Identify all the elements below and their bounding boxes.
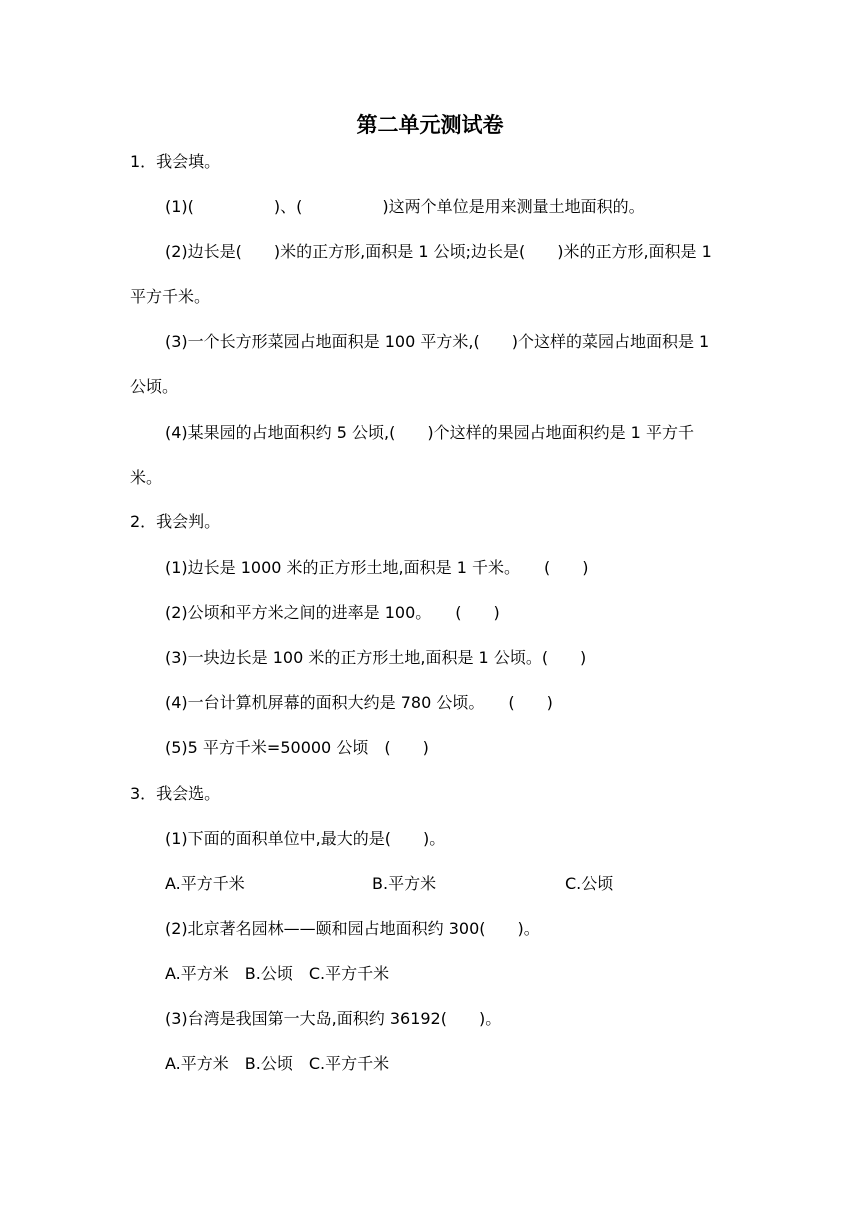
- section-heading: 2．我会判。: [130, 512, 221, 531]
- judge-item: (5)5 平方千米=50000 公顷 ( ): [165, 738, 429, 757]
- question-text: (1)下面的面积单位中,最大的是( )。: [165, 829, 446, 848]
- section-heading: 3．我会选。: [130, 784, 221, 803]
- options-line: A.平方米 B.公顷 C.平方千米: [165, 1054, 390, 1073]
- option-c: C.公顷: [565, 874, 614, 893]
- question-text: (3)台湾是我国第一大岛,面积约 36192( )。: [165, 1009, 502, 1028]
- section-heading: 1．我会填。: [130, 152, 221, 171]
- option-b: B.平方米: [372, 874, 437, 893]
- question-text-continuation: 米。: [130, 468, 163, 487]
- judge-item: (2)公顷和平方米之间的进率是 100。 ( ): [165, 603, 500, 622]
- judge-item: (3)一块边长是 100 米的正方形土地,面积是 1 公顷。( ): [165, 648, 587, 667]
- question-text: (4)某果园的占地面积约 5 公顷,( )个这样的果园占地面积约是 1 平方千: [165, 423, 694, 442]
- option-a: A.平方千米: [165, 874, 245, 893]
- question-text-continuation: 平方千米。: [130, 287, 211, 306]
- question-text: (2)北京著名园林——颐和园占地面积约 300( )。: [165, 919, 540, 938]
- question-text: (2)边长是( )米的正方形,面积是 1 公顷;边长是( )米的正方形,面积是 1: [165, 242, 712, 261]
- question-text: (1)( )、( )这两个单位是用来测量土地面积的。: [165, 197, 645, 216]
- options-line: A.平方米 B.公顷 C.平方千米: [165, 964, 390, 983]
- question-text-continuation: 公顷。: [130, 377, 179, 396]
- page-title: 第二单元测试卷: [356, 113, 504, 137]
- judge-item: (4)一台计算机屏幕的面积大约是 780 公顷。 ( ): [165, 693, 553, 712]
- judge-item: (1)边长是 1000 米的正方形土地,面积是 1 千米。 ( ): [165, 558, 589, 577]
- question-text: (3)一个长方形菜园占地面积是 100 平方米,( )个这样的菜园占地面积是 1: [165, 332, 710, 351]
